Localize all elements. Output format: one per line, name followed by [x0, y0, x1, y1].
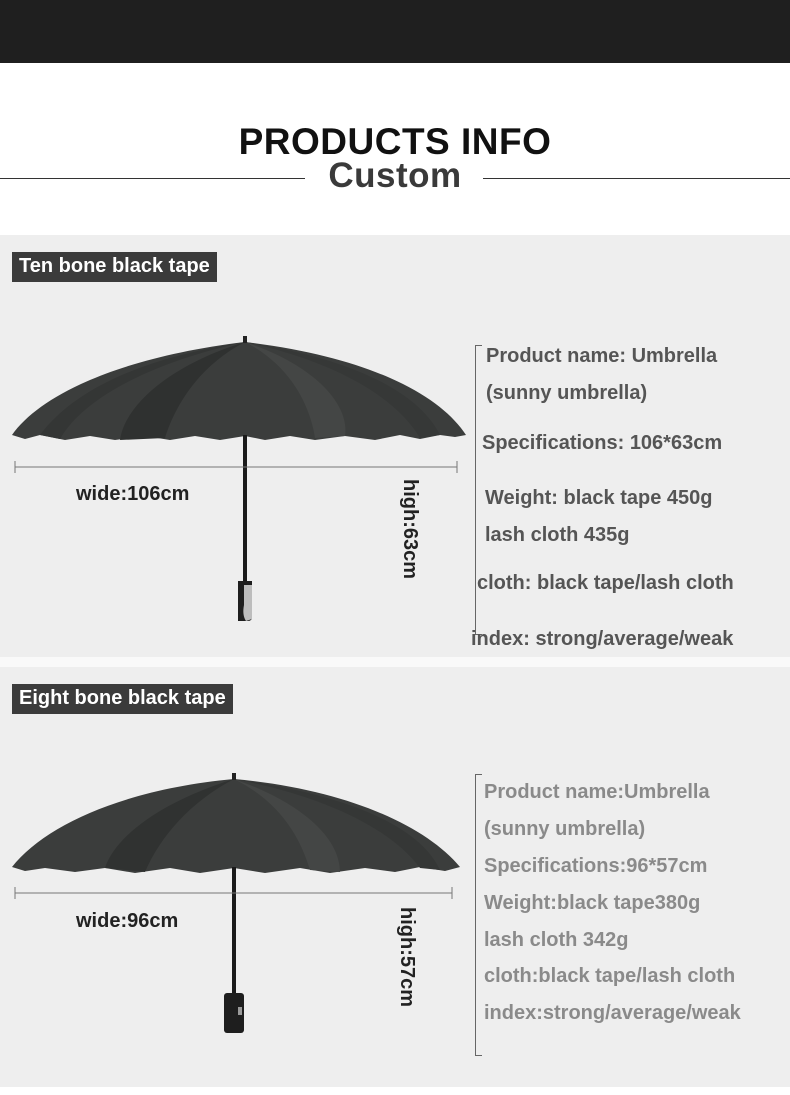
spec-dimensions: Specifications:96*57cm	[484, 855, 708, 877]
height-label: high:57cm	[396, 907, 418, 1008]
spec-product-type: (sunny umbrella)	[484, 818, 646, 840]
spec-product-name: Product name:Umbrella	[484, 781, 710, 803]
spec-bracket	[475, 774, 482, 1056]
spec-cloth: cloth: black tape/lash cloth	[477, 572, 734, 594]
spec-weight-lash: lash cloth 342g	[484, 929, 629, 951]
product-tag: Eight bone black tape	[12, 684, 233, 714]
spec-dimensions: Specifications: 106*63cm	[482, 432, 723, 454]
page-subtitle: Custom	[328, 156, 462, 195]
width-label: wide:106cm	[76, 483, 190, 505]
top-dark-band	[0, 0, 790, 63]
product-panel-eight-bone	[0, 667, 790, 1087]
height-label: high:63cm	[399, 479, 421, 580]
umbrella-ten-bone-icon	[0, 235, 480, 657]
product-panel-ten-bone	[0, 235, 790, 657]
umbrella-eight-bone-icon	[0, 667, 480, 1087]
page-title: PRODUCTS INFO	[238, 121, 552, 162]
spec-product-name: Product name: Umbrella	[486, 345, 718, 367]
spec-weight-lash: lash cloth 435g	[485, 524, 630, 546]
spec-weight: Weight:black tape380g	[484, 892, 701, 914]
panel-gap	[0, 657, 790, 667]
products-info-header	[0, 63, 790, 235]
spec-index: index: strong/average/weak	[471, 628, 734, 650]
spec-weight: Weight: black tape 450g	[485, 487, 713, 509]
spec-cloth: cloth:black tape/lash cloth	[484, 965, 736, 987]
product-tag: Ten bone black tape	[12, 252, 217, 282]
spec-index: index:strong/average/weak	[484, 1002, 741, 1024]
spec-product-type: (sunny umbrella)	[486, 382, 648, 404]
width-label: wide:96cm	[76, 910, 179, 932]
